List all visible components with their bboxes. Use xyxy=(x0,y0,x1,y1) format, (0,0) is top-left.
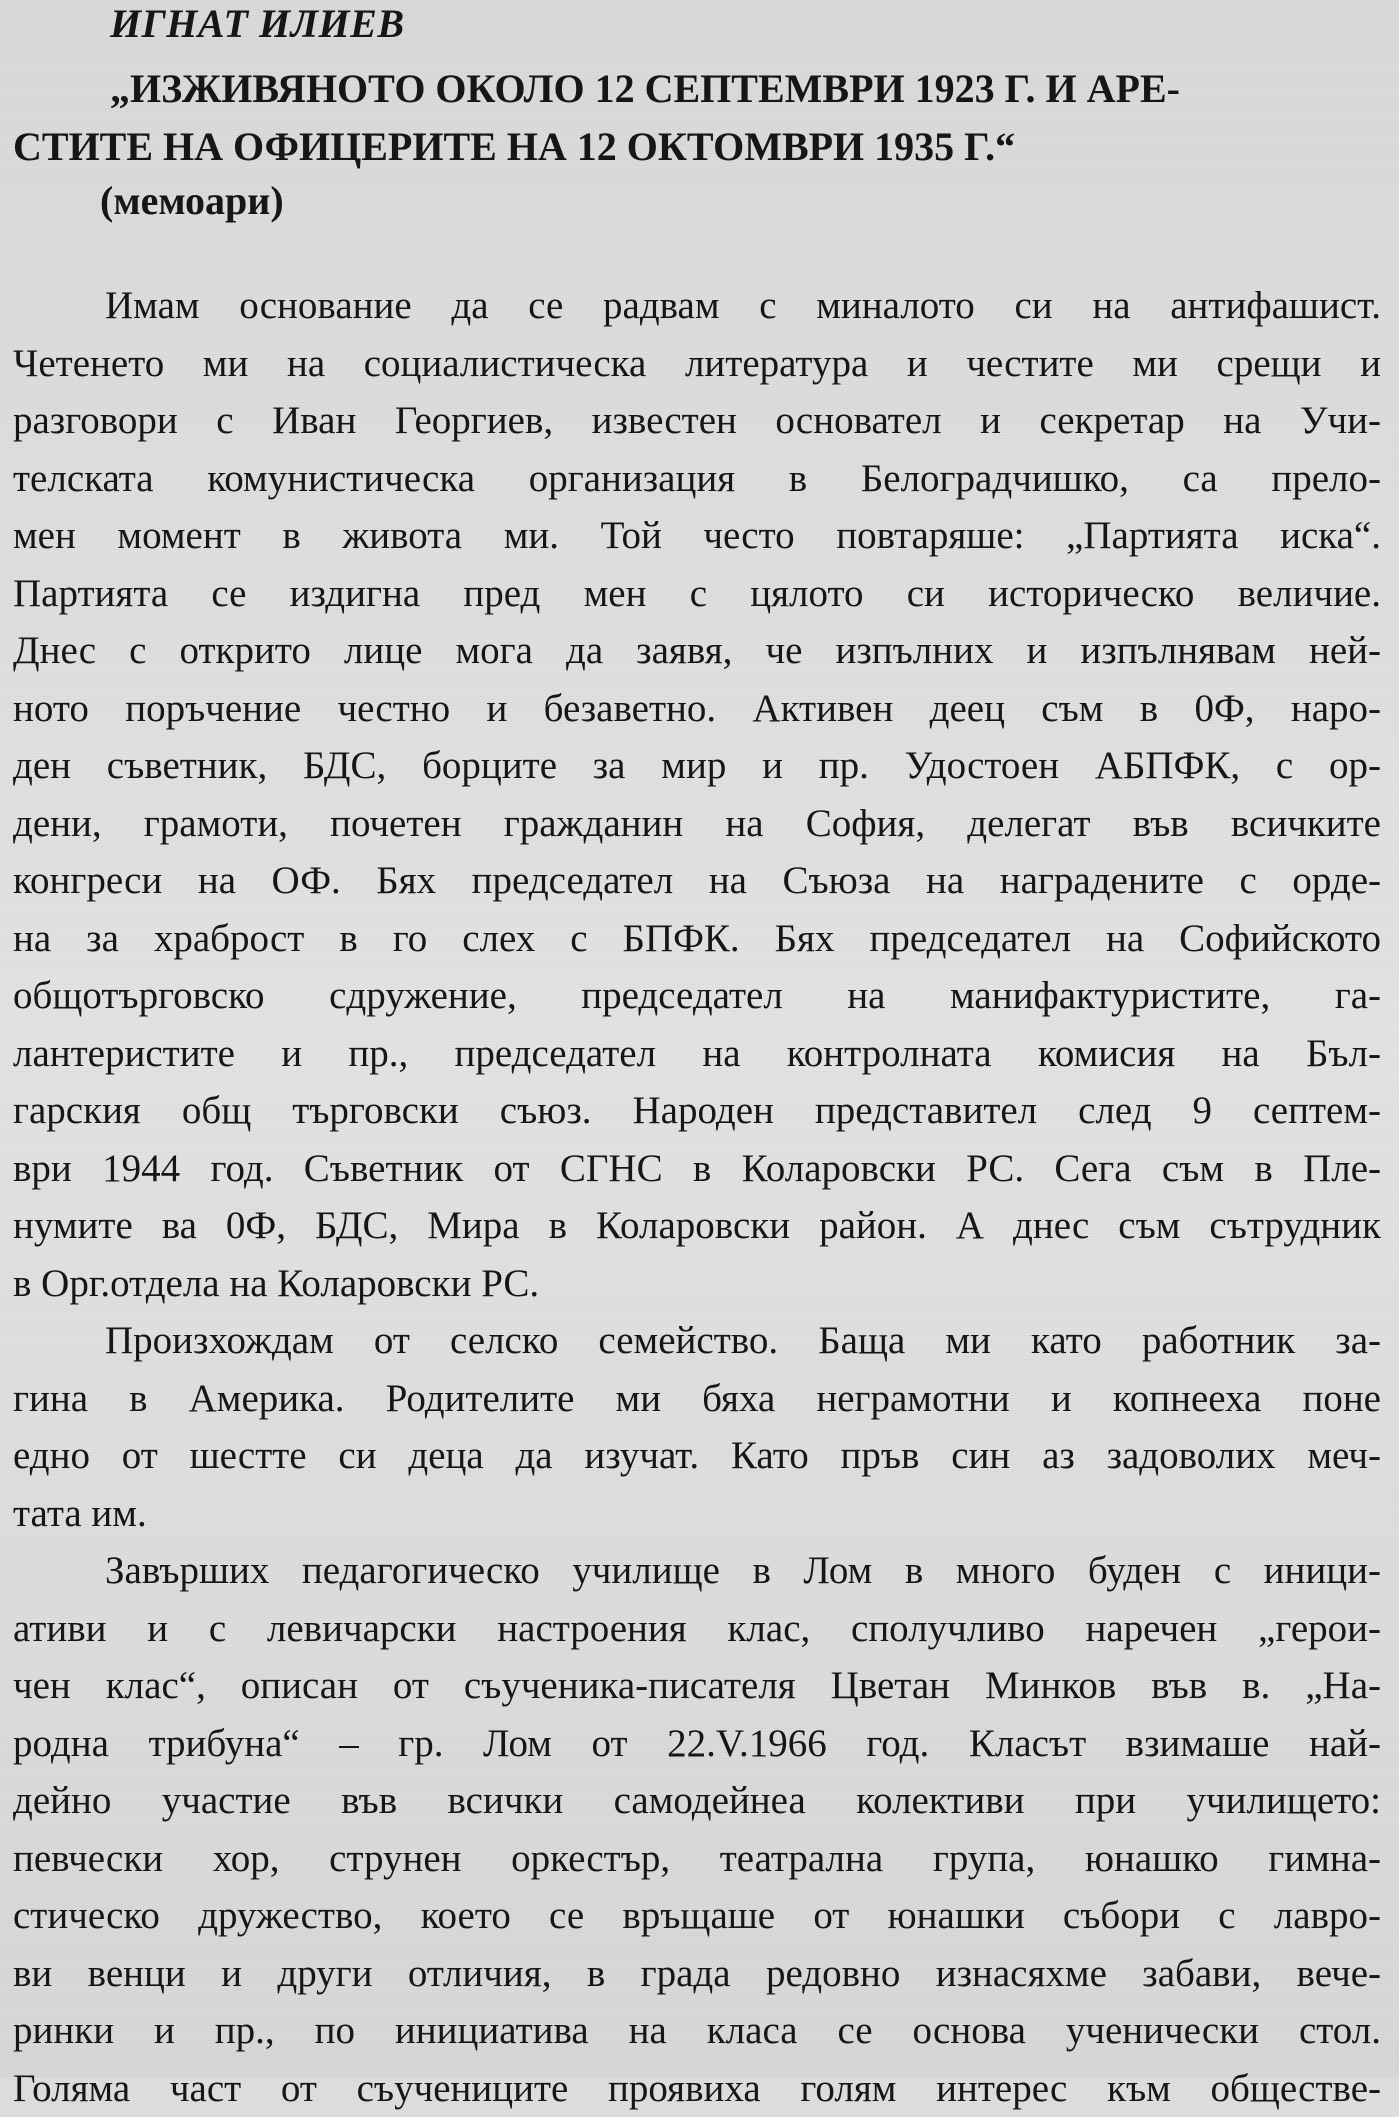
text-line: гарския общ търговски съюз. Народен представител след 9 септем- xyxy=(13,1082,1381,1140)
text-line: телската комунистическа организация в Белоградчишко, са прело- xyxy=(13,450,1381,508)
text-line: Партията се издигна пред мен с цялото си историческо величие. xyxy=(13,565,1381,623)
text-line: ринки и пр., по инициатива на класа се основа ученически стол. xyxy=(13,2002,1381,2060)
text-line: Голяма част от съучениците проявиха голям интерес към обществе- xyxy=(13,2060,1381,2117)
text-line: дейно участие във всички самодейнеа колективи при училището: xyxy=(13,1772,1381,1830)
text-line: Днес с открито лице мога да заявя, че изпълних и изпълнявам ней- xyxy=(13,622,1381,680)
text-line: тата им. xyxy=(13,1485,1381,1543)
document-title xyxy=(13,60,1381,176)
text-line: Имам основание да се радвам с миналото си на антифашист. xyxy=(13,277,1381,335)
text-line: общотърговско сдружение, председател на манифактуристите, га- xyxy=(13,967,1381,1025)
text-line: лантеристите и пр., председател на контролната комисия на Бъл- xyxy=(13,1025,1381,1083)
text-line: Четенето ми на социалистическа литература и честите ми срещи и xyxy=(13,335,1381,393)
text-line: дени, грамоти, почетен гражданин на София, делегат във всичките xyxy=(13,795,1381,853)
document-subtitle: (мемоари) xyxy=(100,172,284,230)
text-line: родна трибуна“ – гр. Лом от 22.V.1966 год. Класът взимаше най- xyxy=(13,1715,1381,1773)
text-line: ативи и с левичарски настроения клас, сполучливо наречен „герои- xyxy=(13,1600,1381,1658)
title-line-1: „ИЗЖИВЯНОТО ОКОЛО 12 СЕПТЕМВРИ 1923 Г. И АРЕ- xyxy=(13,60,1381,118)
text-line: разговори с Иван Георгиев, известен основател и секретар на Учи- xyxy=(13,392,1381,450)
title-line-2: СТИТЕ НА ОФИЦЕРИТЕ НА 12 ОКТОМВРИ 1935 Г.“ xyxy=(13,118,1381,176)
text-line: конгреси на ОФ. Бях председател на Съюза на наградените с орде- xyxy=(13,852,1381,910)
text-line: ното поръчение честно и безаветно. Активен деец съм в 0Ф, наро- xyxy=(13,680,1381,738)
text-line: гина в Америка. Родителите ми бяха неграмотни и копнееха поне xyxy=(13,1370,1381,1428)
text-line: на за храброст в го слех с БПФК. Бях председател на Софийското xyxy=(13,910,1381,968)
text-line: мен момент в живота ми. Той често повтаряше: „Партията иска“. xyxy=(13,507,1381,565)
author-name: ИГНАТ ИЛИЕВ xyxy=(110,4,405,44)
text-line: ври 1944 год. Съветник от СГНС в Коларовски РС. Сега съм в Пле- xyxy=(13,1140,1381,1198)
text-line: ден съветник, БДС, борците за мир и пр. Удостоен АБПФК, с ор- xyxy=(13,737,1381,795)
text-line: чен клас“, описан от съученика-писателя Цветан Минков във в. „На- xyxy=(13,1657,1381,1715)
body-text xyxy=(13,277,1381,2117)
text-line: Завърших педагогическо училище в Лом в много буден с иници- xyxy=(13,1542,1381,1600)
text-line: стическо дружество, което се връщаше от юнашки събори с лавро- xyxy=(13,1887,1381,1945)
text-line: певчески хор, струнен оркестър, театрална група, юнашко гимна- xyxy=(13,1830,1381,1888)
text-line: нумите ва 0Ф, БДС, Мира в Коларовски район. А днес съм сътрудник xyxy=(13,1197,1381,1255)
text-line: в Орг.отдела на Коларовски РС. xyxy=(13,1255,1381,1313)
text-line: ви венци и други отличия, в града редовно изнасяхме забави, вече- xyxy=(13,1945,1381,2003)
text-line: едно от шестте си деца да изучат. Като пръв син аз задоволих меч- xyxy=(13,1427,1381,1485)
text-line: Произхождам от селско семейство. Баща ми като работник за- xyxy=(13,1312,1381,1370)
